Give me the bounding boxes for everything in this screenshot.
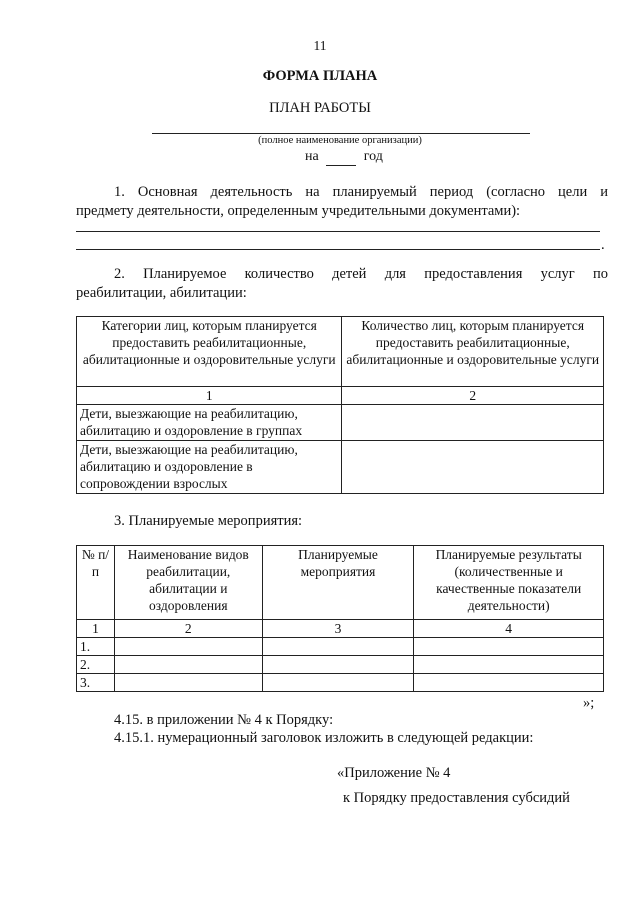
section1-fill-line [76,249,600,250]
year-row [305,149,383,166]
table-header-cell: Планируемые результаты (количественные и качественные показатели деятельности) [414,546,604,620]
page-number: 11 [313,38,327,53]
table-cell[interactable] [342,405,604,441]
table-cell[interactable] [114,674,262,692]
table-number-cell: 2 [342,387,604,405]
paragraph-4-15-1: 4.15.1. нумерационный заголовок изложить в следующей редакции: [114,730,534,746]
table-number-cell: 1 [77,387,342,405]
activities-table [76,545,604,692]
table-number-cell: 3 [262,620,414,638]
table-cell[interactable] [414,674,604,692]
table-row [77,656,604,674]
table-number-row [77,620,604,638]
table-row [77,405,604,441]
table-header-cell: Категории лиц, которым планируется предоставить реабилитационные, абилитационные и оздоровительные услуги [77,317,342,387]
table-cell: Дети, выезжающие на реабилитацию, абилитацию и оздоровление в сопровождении взрослых [77,441,342,494]
form-heading: ФОРМА ПЛАНА [262,68,378,84]
section3-title: 3. Планируемые мероприятия: [114,513,303,529]
section1-line2: предмету деятельности, определенным учредительными документами): [76,203,521,219]
table-number-cell: 4 [414,620,604,638]
table-cell[interactable] [114,638,262,656]
table-row [77,674,604,692]
table-header-cell: Планируемые мероприятия [262,546,414,620]
closing-mark: »; [583,695,595,711]
table-row [77,441,604,494]
section1-end-mark: . [601,237,605,253]
org-name-line [152,133,530,134]
year-blank [326,149,356,166]
section2-line2: реабилитации, абилитации: [76,285,247,301]
table-cell: 2. [77,656,115,674]
org-caption: (полное наименование организации) [258,135,422,146]
table-cell[interactable] [114,656,262,674]
table-number-cell: 1 [77,620,115,638]
appendix-title: «Приложение № 4 [337,765,451,781]
table-cell[interactable] [414,638,604,656]
table-cell: 1. [77,638,115,656]
children-count-table [76,316,604,494]
section1-fill-line [76,231,600,232]
section2-line1: 2. Планируемое количество детей для предоставления услуг по [114,266,608,282]
table-cell[interactable] [414,656,604,674]
table-cell[interactable] [262,638,414,656]
table-cell: Дети, выезжающие на реабилитацию, абилитацию и оздоровление в группах [77,405,342,441]
year-prefix: на [305,149,319,164]
table-number-row [77,387,604,405]
plan-title: ПЛАН РАБОТЫ [269,100,371,116]
table-cell: 3. [77,674,115,692]
table-header-cell: № п/п [77,546,115,620]
table-cell[interactable] [262,656,414,674]
table-header-row [77,546,604,620]
year-suffix: год [363,149,383,164]
table-header-row [77,317,604,387]
section1-line1: 1. Основная деятельность на планируемый период (согласно цели и [114,184,608,200]
paragraph-4-15: 4.15. в приложении № 4 к Порядку: [114,712,334,728]
table-header-cell: Наименование видов реабилитации, абилитации и оздоровления [114,546,262,620]
table-cell[interactable] [262,674,414,692]
appendix-subtitle: к Порядку предоставления субсидий [343,790,570,806]
table-number-cell: 2 [114,620,262,638]
table-header-cell: Количество лиц, которым планируется предоставить реабилитационные, абилитационные и оздоровительные услуги [342,317,604,387]
table-cell[interactable] [342,441,604,494]
table-row [77,638,604,656]
